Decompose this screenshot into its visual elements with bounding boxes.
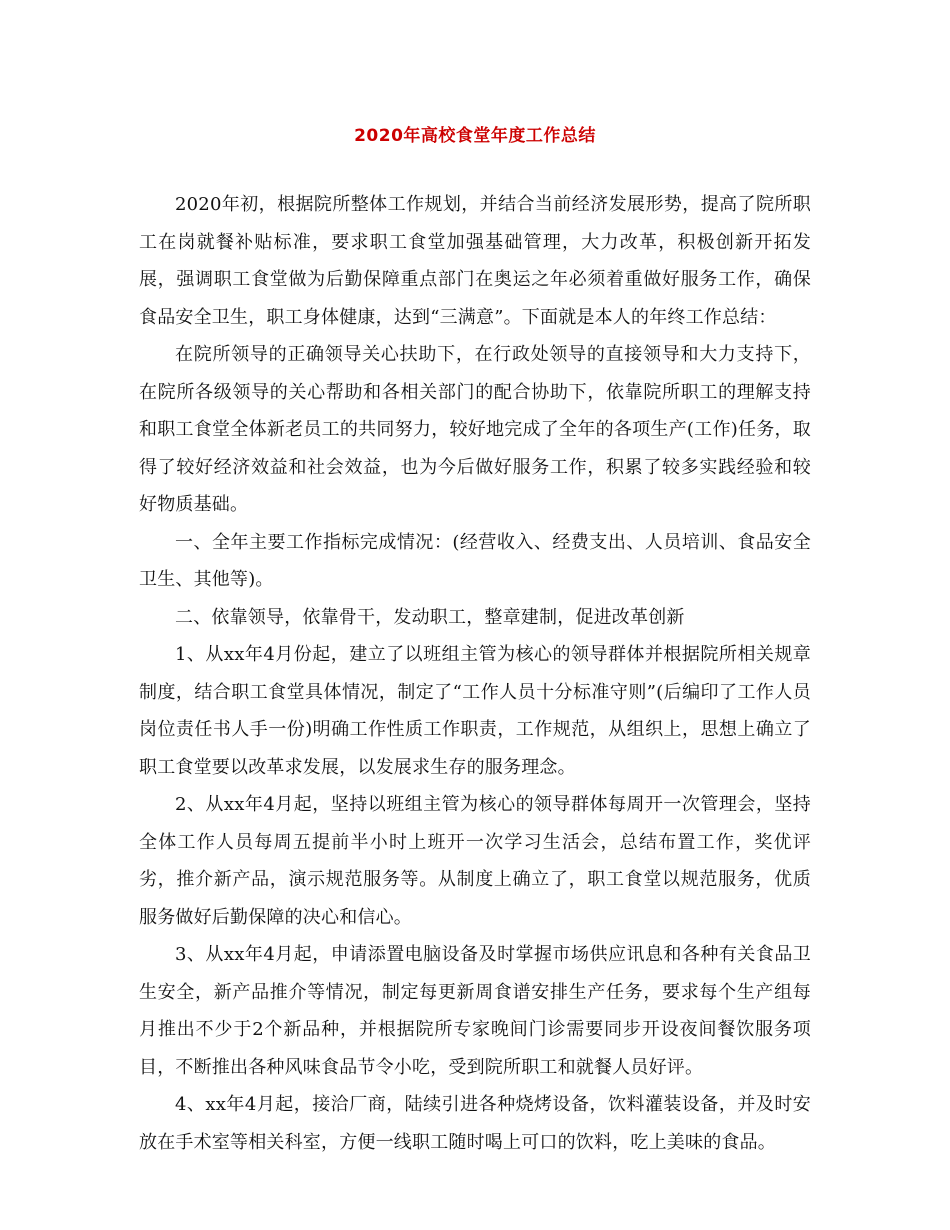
paragraph-item-4: 4、xx年4月起，接洽厂商，陆续引进各种烧烤设备，饮料灌装设备，并及时安放在手术室等相关科室，方便一线职工随时喝上可口的饮料，吃上美味的食品。 — [139, 1094, 811, 1153]
paragraph-section-one: 一、全年主要工作指标完成情况：(经营收入、经费支出、人员培训、食品安全卫生、其他等)。 — [139, 531, 811, 590]
document-body — [139, 186, 811, 1161]
document-title: 2020年高校食堂年度工作总结 — [354, 126, 596, 146]
paragraph-intro: 2020年初，根据院所整体工作规划，并结合当前经济发展形势，提高了院所职工在岗就餐补贴标准，要求职工食堂加强基础管理，大力改革，积极创新开拓发展，强调职工食堂做为后勤保障重点部门在奥运之年必须着重做好服务工作，确保食品安全卫生，职工身体健康，达到“三满意”。下面就是本人的年终工作总结： — [139, 194, 811, 328]
paragraph-section-two: 二、依靠领导，依靠骨干，发动职工，整章建制，促进改革创新 — [175, 606, 685, 628]
paragraph-leadership: 在院所领导的正确领导关心扶助下，在行政处领导的直接领导和大力支持下，在院所各级领导的关心帮助和各相关部门的配合协助下，依靠院所职工的理解支持和职工食堂全体新老员工的共同努力，较好地完成了全年的各项生产(工作)任务，取得了较好经济效益和社会效益，也为今后做好服务工作，积累了较多实践经验和较好物质基础。 — [139, 344, 811, 515]
paragraph-item-2: 2、从xx年4月起，坚持以班组主管为核心的领导群体每周开一次管理会，坚持全体工作人员每周五提前半小时上班开一次学习生活会，总结布置工作，奖优评劣，推介新产品，演示规范服务等。从制度上确立了，职工食堂以规范服务，优质服务做好后勤保障的决心和信心。 — [139, 794, 811, 928]
paragraph-item-3: 3、从xx年4月起，申请添置电脑设备及时掌握市场供应讯息和各种有关食品卫生安全，新产品推介等情况，制定每更新周食谱安排生产任务，要求每个生产组每月推出不少于2个新品种，并根据院所专家晚间门诊需要同步开设夜间餐饮服务项目，不断推出各种风味食品节令小吃，受到院所职工和就餐人员好评。 — [139, 944, 811, 1078]
paragraph-item-1: 1、从xx年4月份起，建立了以班组主管为核心的领导群体并根据院所相关规章制度，结合职工食堂具体情况，制定了“工作人员十分标准守则”(后编印了工作人员岗位责任书人手一份)明确工作性质工作职责，工作规范，从组织上，思想上确立了职工食堂要以改革求发展，以发展求生存的服务理念。 — [139, 644, 811, 778]
